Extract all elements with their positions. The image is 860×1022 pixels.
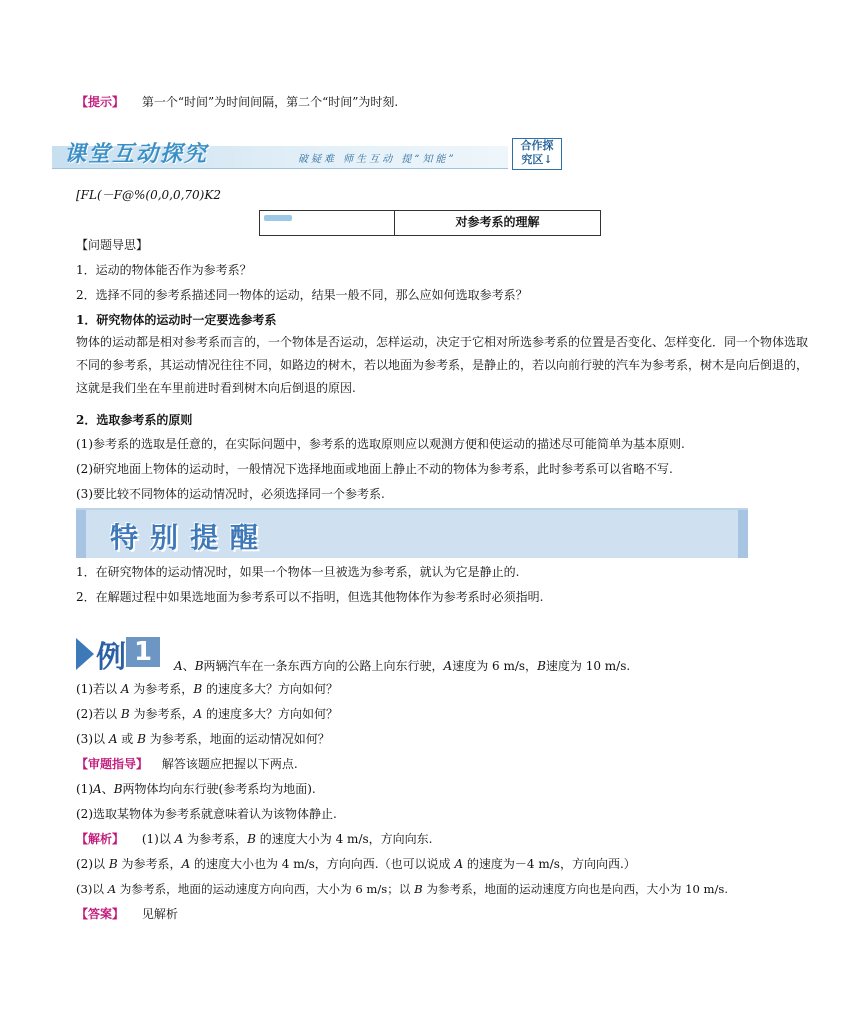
- var-b: B: [113, 782, 123, 796]
- text: (1)以: [141, 832, 171, 846]
- hint-label: 【提示】: [76, 95, 125, 109]
- section2-point-3: (3)要比较不同物体的运动情况时，必须选择同一个参考系.: [76, 487, 385, 501]
- example-text-2: 速度为 6 m/s，: [452, 659, 538, 673]
- var-b: B: [194, 659, 204, 673]
- guide-text: 解答该题应把握以下两点.: [161, 757, 298, 771]
- text: (2)以: [76, 857, 105, 871]
- guide-point-2: (2)选取某物体为参考系就意味着认为该物体静止.: [76, 807, 337, 821]
- example-number: 1: [126, 637, 160, 667]
- analysis-line-3: (3)以 A 为参考系，地面的运动速度方向向西，大小为 6 m/s；以 B 为参考系，地面的运动速度方向也是向西，大小为 10 m/s.: [76, 882, 729, 896]
- text: (1): [76, 782, 93, 796]
- example-text-3: 速度为 10 m/s.: [545, 659, 631, 673]
- questions-heading: 【问题导思】: [76, 238, 149, 252]
- text: 的速度多大？方向如何？: [205, 707, 338, 721]
- var-a: A: [443, 659, 453, 673]
- example-question-1: (1)若以 A 为参考系，B 的速度多大？方向如何？: [76, 682, 338, 696]
- banner-box-line1: 合作探: [520, 139, 554, 152]
- cooperative-zone-box: [512, 138, 562, 170]
- special-reminder-banner: [76, 508, 748, 558]
- text: 为参考系，: [133, 682, 194, 696]
- section2-heading: 2．选取参考系的原则: [76, 413, 193, 427]
- text: 的速度多大？方向如何？: [205, 682, 338, 696]
- answer-line: [76, 907, 178, 921]
- section-banner: [52, 137, 562, 171]
- topic-box: [259, 210, 601, 236]
- example-text-1: 两辆汽车在一条东西方向的公路上向东行驶，: [203, 659, 444, 673]
- reminder-1: 1．在研究物体的运动情况时，如果一个物体一旦被选为参考系，就认为它是静止的.: [76, 565, 520, 579]
- text: (3)以: [76, 732, 105, 746]
- banner-box-line2: 究区↓: [521, 153, 553, 166]
- text: 的速度大小为 4 m/s，方向向东.: [259, 832, 433, 846]
- question-1: 1．运动的物体能否作为参考系？: [76, 263, 252, 277]
- hint-line: [76, 95, 398, 109]
- section2-point-2: (2)研究地面上物体的运动时，一般情况下选择地面或地面上静止不动的物体为参考系，此时参考系可以省略不写.: [76, 462, 673, 476]
- text: 的速度为－4 m/s，方向向西.）: [466, 857, 636, 871]
- banner-title: 课堂互动探究: [64, 141, 209, 167]
- answer-label: 【答案】: [76, 907, 125, 921]
- text: 的速度大小也为 4 m/s，方向向西.（也可以说成: [193, 857, 451, 871]
- format-code-line: [FL(－F@%(0,0,0,70)K2: [76, 188, 221, 202]
- banner-subtitle: 破疑难 师生互动 提“知能”: [298, 154, 457, 165]
- text: 为参考系，地面的运动速度方向向西，大小为 6 m/s；以: [119, 882, 411, 896]
- special-reminder-title: 特别提醒: [110, 521, 271, 554]
- var-a: A: [93, 782, 102, 796]
- arrow-icon: [264, 215, 292, 221]
- analysis-line-2: (2)以 B 为参考系，A 的速度大小也为 4 m/s，方向向西.（也可以说成 A 的速度为－4 m/s，方向向西.）: [76, 857, 636, 871]
- example-question-2: (2)若以 B 为参考系，A 的速度多大？方向如何？: [76, 707, 338, 721]
- text: 为参考系，地面的运动情况如何？: [149, 732, 330, 746]
- text: 两物体均向东行驶(参考系均为地面).: [122, 782, 316, 796]
- topic-box-decoration: [260, 211, 395, 235]
- banner-right-edge: [738, 510, 748, 558]
- reminder-2: 2．在解题过程中如果选地面为参考系可以不指明，但选其他物体作为参考系时必须指明.: [76, 590, 544, 604]
- text: 为参考系，地面的运动速度方向也是向西，大小为 10 m/s.: [426, 882, 729, 896]
- hint-text: 第一个“时间”为时间间隔，第二个“时间”为时刻.: [141, 95, 399, 109]
- guide-point-1: [76, 782, 316, 796]
- var-b: B: [537, 659, 546, 673]
- text: 或: [121, 732, 134, 746]
- text: (2)若以: [76, 707, 117, 721]
- section1-heading: 1．研究物体的运动时一定要选参考系: [76, 313, 277, 327]
- section1-body: 物体的运动都是相对参考系而言的，一个物体是否运动，怎样运动，决定于它相对所选参考系的位置是否变化、怎样变化．同一个物体选取不同的参考系，其运动情况往往不同，如路边的树木，若以地面为参考系，是静止的，若以向前行驶的汽车为参考系，树木是向后倒退的，这就是我们坐在车里前进时看到树木向后倒退的原因.: [76, 335, 809, 395]
- guide-label: 【审题指导】: [76, 757, 149, 771]
- answer-text: 见解析: [141, 907, 178, 921]
- banner-left-edge: [76, 510, 86, 558]
- var-a: A: [174, 659, 183, 673]
- text: 为参考系，: [187, 832, 248, 846]
- separator: 、: [182, 659, 195, 673]
- analysis-line-1: 【解析】 (1)以 A 为参考系，B 的速度大小为 4 m/s，方向向东.: [76, 832, 433, 846]
- separator: 、: [101, 782, 114, 796]
- example-label: 例: [96, 640, 126, 675]
- example-arrow-icon: [76, 638, 94, 670]
- guide-line: [76, 757, 298, 771]
- question-2: 2．选择不同的参考系描述同一物体的运动，结果一般不同，那么应如何选取参考系？: [76, 288, 528, 302]
- text: 为参考系，: [133, 707, 194, 721]
- section2-point-1: (1)参考系的选取是任意的，在实际问题中，参考系的选取原则应以观测方便和使运动的描述尽可能简单为基本原则.: [76, 437, 685, 451]
- topic-title: 对参考系的理解: [455, 215, 540, 229]
- example-question-3: (3)以 A 或 B 为参考系，地面的运动情况如何？: [76, 732, 330, 746]
- analysis-label: 【解析】: [76, 832, 125, 846]
- text: 为参考系，: [121, 857, 182, 871]
- text: (1)若以: [76, 682, 117, 696]
- text: (3)以: [76, 882, 105, 896]
- example-statement: [174, 657, 630, 674]
